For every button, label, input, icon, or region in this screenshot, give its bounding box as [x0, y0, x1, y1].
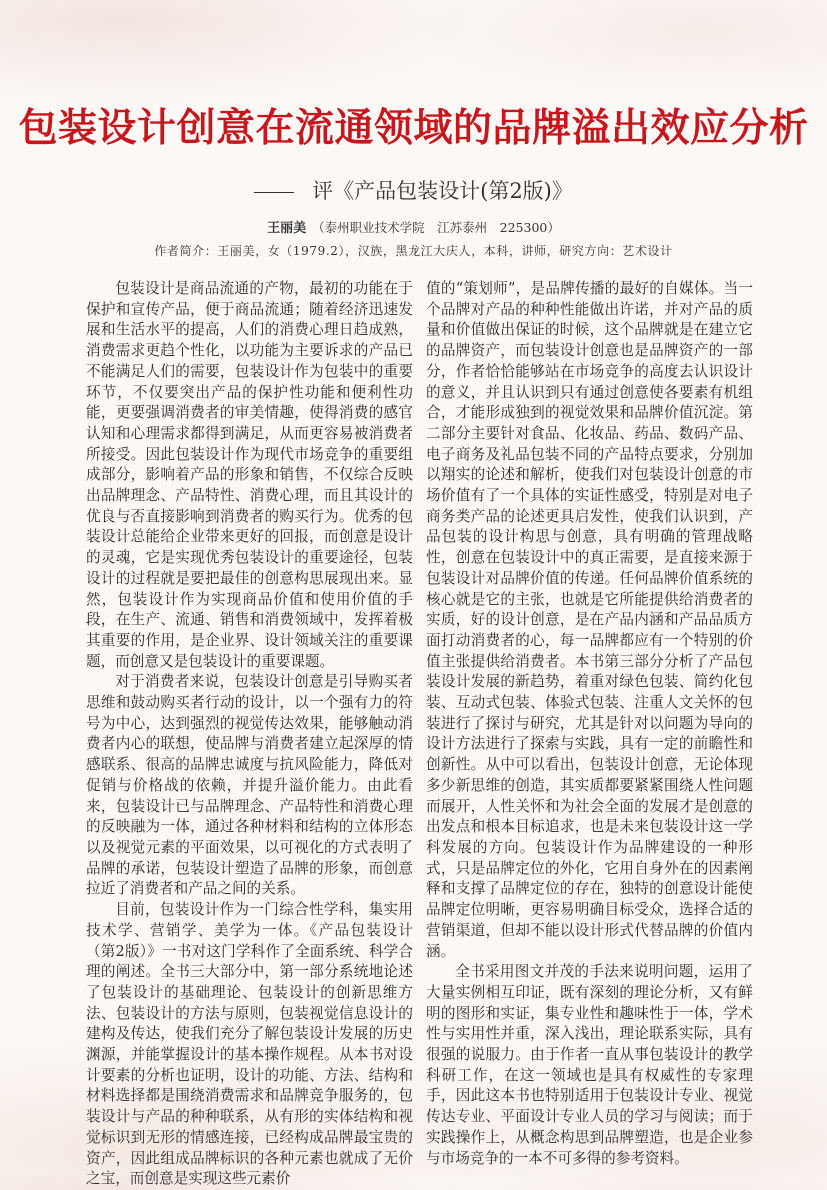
paragraph: 对于消费者来说，包装设计创意是引导购买者思维和鼓动购买者行动的设计，以一个强有力的符号为中心，达到强烈的视觉传达效果，能够触动消费者内心的联想，使品牌与消费者建立起深厚的情感联系、很高的品牌忠诚度与抗风险能力，降低对促销与价格战的依赖，并提升溢价能力。由此看来，包装设计已与品牌理念、产品特性和消费心理的反映融为一体，通过各种材料和结构的立体形态以及视觉元素的平面效果，以可视化的方式表明了品牌的承诺，包装设计塑造了品牌的形象，而创意拉近了消费者和产品之间的关系。	[86, 673, 413, 898]
paragraph: 目前，包装设计作为一门综合性学科，集实用技术学、营销学、美学为一体。《产品包装设计（第2版）》一书对这门学科作了全面系统、科学合理的阐述。全书三大部分中，第一部分系统地论述了包装设计的基础理论、包装设计的创新思维方法、包装设计的方法与原则，包装视觉信息设计的建构及传达，使我们充分了解包装设计发展的历史渊源，并能掌握设计的基本操作规程。从本书对设计要素的分析也证明，设计的功能、方法、结构和材料选择都是围绕消费需求和品牌竞争服务的，包装设计与产品的种种联系，从有形的实体结构和视觉标识到无形的情感连接，已经构成品牌最宝贵的资产，因此组成品牌标识的各种元素也就成了无价之宝，而创意是实现这些元素价	[86, 901, 413, 1188]
subtitle-dash	[254, 192, 294, 193]
author-name: 王丽美	[267, 221, 307, 236]
author-intro: 作者简介：王丽美，女（1979.2），汉族，黑龙江大庆人，本科，讲师，研究方向：艺术设计	[154, 244, 673, 258]
article-subtitle	[0, 176, 827, 206]
author-line	[0, 219, 827, 238]
body-column-left	[86, 279, 413, 1190]
paragraph: 包装设计是商品流通的产物，最初的功能在于保护和宣传产品，便于商品流通；随着经济迅速发展和生活水平的提高，人们的消费心理日趋成熟，消费需求更趋个性化，以功能为主要诉求的产品已不能满足人们的需要，包装设计作为包装中的重要环节，不仅要突出产品的保护性功能和便利性功能，更要强调消费者的审美情趣，使得消费的感官认知和心理需求都得到满足，从而更容易被消费者所接受。因此包装设计作为现代市场竞争的重要组成部分，影响着产品的形象和销售，不仅综合反映出品牌理念、产品特性、消费心理，而且其设计的优良与否直接影响到消费者的购买行为。优秀的包装设计总能给企业带来更好的回报，而创意是设计的灵魂，它是实现优秀包装设计的重要途径，包装设计的过程就是要把最佳的创意构思展现出来。显然，包装设计作为实现商品价值和使用价值的手段，在生产、流通、销售和消费领域中，发挥着极其重要的作用，是企业界、设计领域关注的重要课题，而创意又是包装设计的重要课题。	[86, 280, 413, 670]
body-column-right	[426, 279, 753, 1169]
paragraph-continuation: 值的“策划师”，是品牌传播的最好的自媒体。当一个品牌对产品的种种性能做出许诺，并对产品的质量和价值做出保证的时候，这个品牌就是在建立它的品牌资产，而包装设计创意也是品牌资产的一部分，作者恰恰能够站在市场竞争的高度去认识设计的意义，并且认识到只有通过创意使各要素有机组合，才能形成独到的视觉效果和品牌价值沉淀。第二部分主要针对食品、化妆品、药品、数码产品、电子商务及礼品包装不同的产品特点要求，分别加以翔实的论述和解析，使我们对包装设计创意的市场价值有了一个具体的实证性感受，特别是对电子商务类产品的论述更具启发性，使我们认识到，产品包装的设计构思与创意，具有明确的管理战略性，创意在包装设计中的真正需要，是直接来源于包装设计对品牌价值的传递。任何品牌价值系统的核心就是它的主张，也就是它所能提供给消费者的实质，好的设计创意，是在产品内涵和产品品质方面打动消费者的心，每一品牌都应有一个特别的价值主张提供给消费者。本书第三部分分析了产品包装设计发展的新趋势，着重对绿色包装、简约化包装、互动式包装、体验式包装、注重人文关怀的包装进行了探讨与研究，尤其是针对以问题为导向的设计方法进行了探索与实践，具有一定的前瞻性和创新性。从中可以看出，包装设计创意，无论体现多少新思维的创造，其实质都要紧紧围绕人性问题而展开，人性关怀和为社会全面的发展才是创意的出发点和根本目标追求，也是未来包装设计这一学科发展的方向。包装设计作为品牌建设的一种形式，只是品牌定位的外化，它用自身外在的因素阐释和支撑了品牌定位的存在，独特的创意设计能使品牌定位明晰，更容易明确目标受众，选择合适的营销渠道，但却不能以设计形式代替品牌的价值内涵。	[426, 280, 753, 960]
paragraph: 全书采用图文并茂的手法来说明问题，运用了大量实例相互印证，既有深刻的理论分析，又有鲜明的图形和实证，集专业性和趣味性于一体，学术性与实用性并重，深入浅出，理论联系实际，具有很强的说服力。由于作者一直从事包装设计的教学科研工作，在这一领域也是具有权威性的专家理手，因此这本书也特别适用于包装设计专业、视觉传达专业、平面设计专业人员的学习与阅读；而于实践操作上，从概念构思到品牌塑造，也是企业参与市场竞争的一本不可多得的参考资料。	[426, 963, 753, 1167]
author-affiliation: （泰州职业技术学院 江苏泰州 225300）	[312, 220, 560, 235]
article-title: 包装设计创意在流通领域的品牌溢出效应分析	[18, 106, 809, 151]
subtitle-text: 评《产品包装设计(第2版)》	[312, 179, 573, 203]
